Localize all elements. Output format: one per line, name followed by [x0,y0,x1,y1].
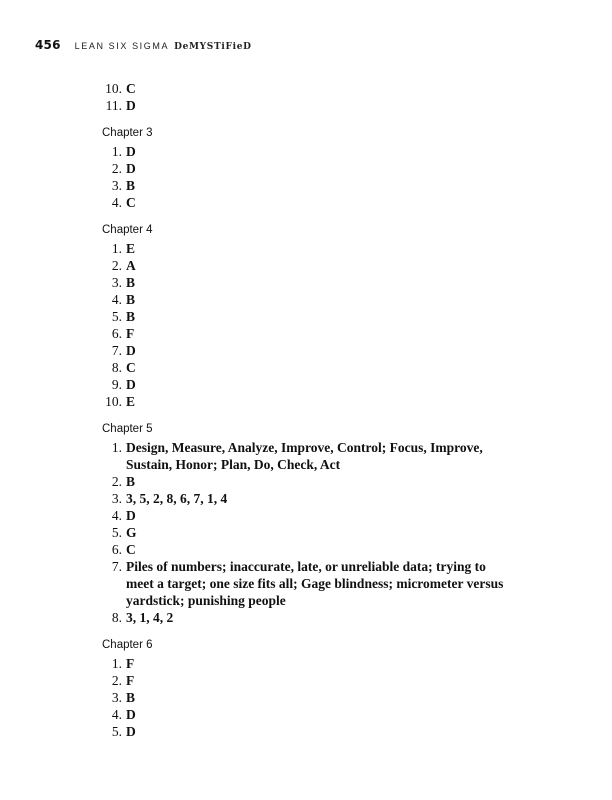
chapter-5-answers [102,421,542,626]
answer-number: 1. [111,144,122,159]
answer-item [102,257,542,274]
answer-text: C [126,195,136,210]
answer-number: 7. [111,343,122,358]
answer-number: 2. [111,258,122,273]
answer-number: 4. [111,707,122,722]
continued-answers [102,80,542,114]
answer-number: 8. [111,610,122,625]
answer-text: B [126,474,136,489]
answer-number: 5. [111,309,122,324]
answer-number: 3. [111,178,122,193]
answer-number: 5. [111,525,122,540]
answer-text: D [126,98,136,113]
chapter-heading: Chapter 3 [102,127,153,139]
answer-item [102,143,542,160]
answer-number: 1. [111,241,122,256]
answer-number: 3. [111,690,122,705]
answer-item [102,177,542,194]
chapter-4-answers [102,222,542,410]
answer-text: B [126,292,136,307]
chapter-heading: Chapter 6 [102,639,153,651]
answer-item [102,342,542,359]
answer-number: 10. [105,81,122,96]
answer-text: Piles of numbers; inaccurate, late, or unreliable data; trying to meet a target; one size fits all; Gage blindness; micrometer versus yardstick; punishing people [126,559,504,608]
answer-text: D [126,508,136,523]
answer-number: 4. [111,508,122,523]
answer-item [102,274,542,291]
answer-item [102,473,542,490]
answer-text: C [126,360,136,375]
answer-text: D [126,724,136,739]
answer-item [102,689,542,706]
answer-text: E [126,394,136,409]
chapter-3-answers [102,125,542,211]
answer-text: D [126,343,136,358]
answer-item [102,376,542,393]
answer-item [102,706,542,723]
answer-item [102,194,542,211]
answer-number: 3. [111,491,122,506]
answer-text: B [126,309,136,324]
answer-number: 1. [111,656,122,671]
answer-text: 3, 5, 2, 8, 6, 7, 1, 4 [126,491,228,506]
answer-number: 2. [111,161,122,176]
answer-item [102,655,542,672]
answer-item [102,490,542,507]
answer-text: D [126,161,136,176]
answer-text: D [126,707,136,722]
answer-item [102,393,542,410]
answer-item [102,723,542,740]
answer-text: C [126,81,136,96]
running-head [35,38,575,58]
answer-text: C [126,542,136,557]
chapter-heading: Chapter 4 [102,224,153,236]
answer-number: 2. [111,673,122,688]
book-title: LEAN SIX SIGMA [74,41,170,51]
answer-item [102,439,542,473]
answer-number: 7. [111,559,122,574]
answer-number: 3. [111,275,122,290]
answer-number: 4. [111,195,122,210]
answer-item [102,507,542,524]
answer-text: D [126,144,136,159]
answer-item [102,609,542,626]
answer-text: A [126,258,136,273]
answer-number: 6. [111,542,122,557]
page-number: 456 [35,38,61,52]
answer-item [102,80,542,97]
answer-number: 4. [111,292,122,307]
answer-item [102,558,542,609]
answer-text: F [126,326,135,341]
answer-text: F [126,673,135,688]
answer-item [102,240,542,257]
answer-text: G [126,525,137,540]
answer-item [102,524,542,541]
answer-number: 2. [111,474,122,489]
answer-number: 11. [105,98,122,113]
answer-item [102,359,542,376]
answer-item [102,97,542,114]
answer-number: 1. [111,440,122,455]
answer-key [102,80,542,740]
answer-number: 5. [111,724,122,739]
answer-text: 3, 1, 4, 2 [126,610,174,625]
answer-text: B [126,275,136,290]
answer-item [102,672,542,689]
answer-number: 10. [105,394,122,409]
chapter-heading: Chapter 5 [102,423,153,435]
answer-text: Design, Measure, Analyze, Improve, Control; Focus, Improve, Sustain, Honor; Plan, Do, Check, Act [126,440,483,472]
chapter-6-answers [102,637,542,740]
answer-text: B [126,690,136,705]
answer-item [102,291,542,308]
answer-item [102,308,542,325]
answer-item [102,325,542,342]
answer-number: 8. [111,360,122,375]
answer-text: F [126,656,135,671]
answer-number: 9. [111,377,122,392]
answer-text: D [126,377,136,392]
book-title-demystified: DeMYSTiFieD [174,42,252,52]
answer-text: E [126,241,136,256]
answer-item [102,541,542,558]
answer-text: B [126,178,136,193]
answer-number: 6. [111,326,122,341]
answer-item [102,160,542,177]
